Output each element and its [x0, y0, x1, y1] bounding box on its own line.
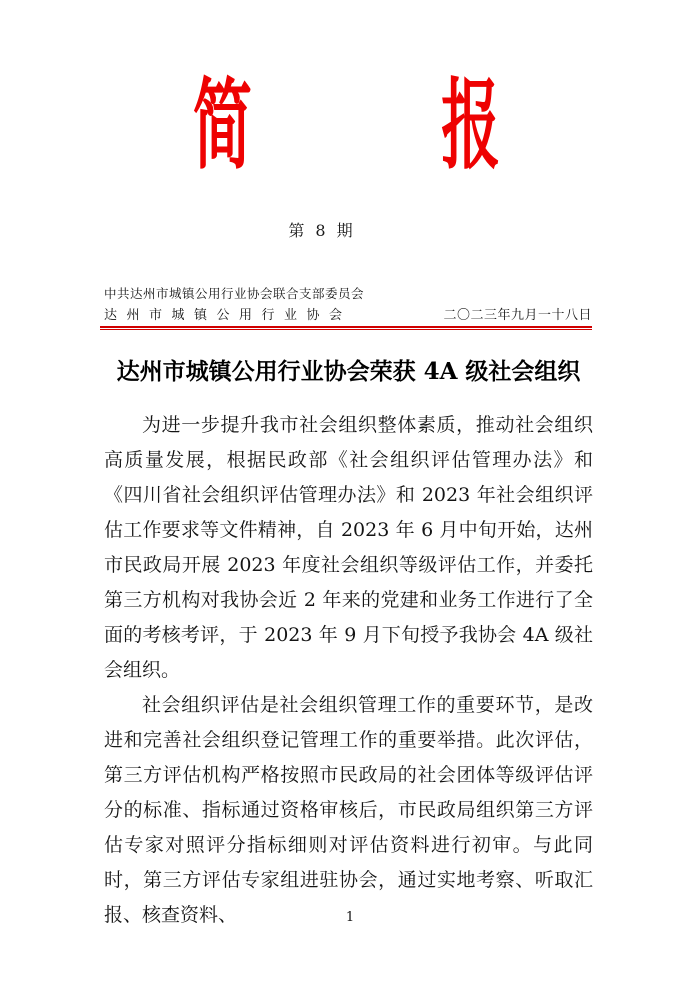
issue-number: 第 8 期 — [288, 221, 356, 240]
org-line-party-committee: 中共达州市城镇公用行业协会联合支部委员会 — [104, 286, 365, 301]
org-block — [104, 284, 592, 325]
org-line-association: 达州市城镇公用行业协会 — [104, 308, 352, 323]
org-date-row — [104, 306, 592, 325]
bulletin-masthead-title — [193, 68, 500, 183]
issue-date: 二〇二三年九月一十八日 — [443, 308, 592, 323]
page-number: 1 — [345, 910, 355, 925]
article-paragraph-1: 为进一步提升我市社会组织整体素质，推动社会组织高质量发展，根据民政部《社会组织评估管理办法》和《四川省社会组织评估管理办法》和 2023 年社会组织评估工作要求等文件精神，自 2023 年 6 月中旬开始，达州市民政局开展 2023 年度社会组织等级评估工作，并委托第三方机构对我协会近 2 年来的党建和业务工作进行了全面的考核考评，于 2023 年 9 月下旬授予我协会 4A 级社会组织。 — [104, 414, 593, 681]
masthead-char-jian: 简 — [193, 68, 252, 183]
masthead-divider-rule — [100, 326, 592, 330]
article-paragraph-2: 社会组织评估是社会组织管理工作的重要环节，是改进和完善社会组织登记管理工作的重要举措。此次评估，第三方评估机构严格按照市民政局的社会团体等级评估评分的标准、指标通过资格审核后，市民政局组织第三方评估专家对照评分指标细则对评估资料进行初审。与此同时，第三方评估专家组进驻协会，通过实地考察、听取汇报、核查资料、 — [104, 694, 593, 926]
article-title: 达州市城镇公用行业协会荣获 4A 级社会组织 — [116, 358, 581, 385]
masthead-char-bao: 报 — [441, 68, 500, 183]
article — [104, 352, 593, 933]
